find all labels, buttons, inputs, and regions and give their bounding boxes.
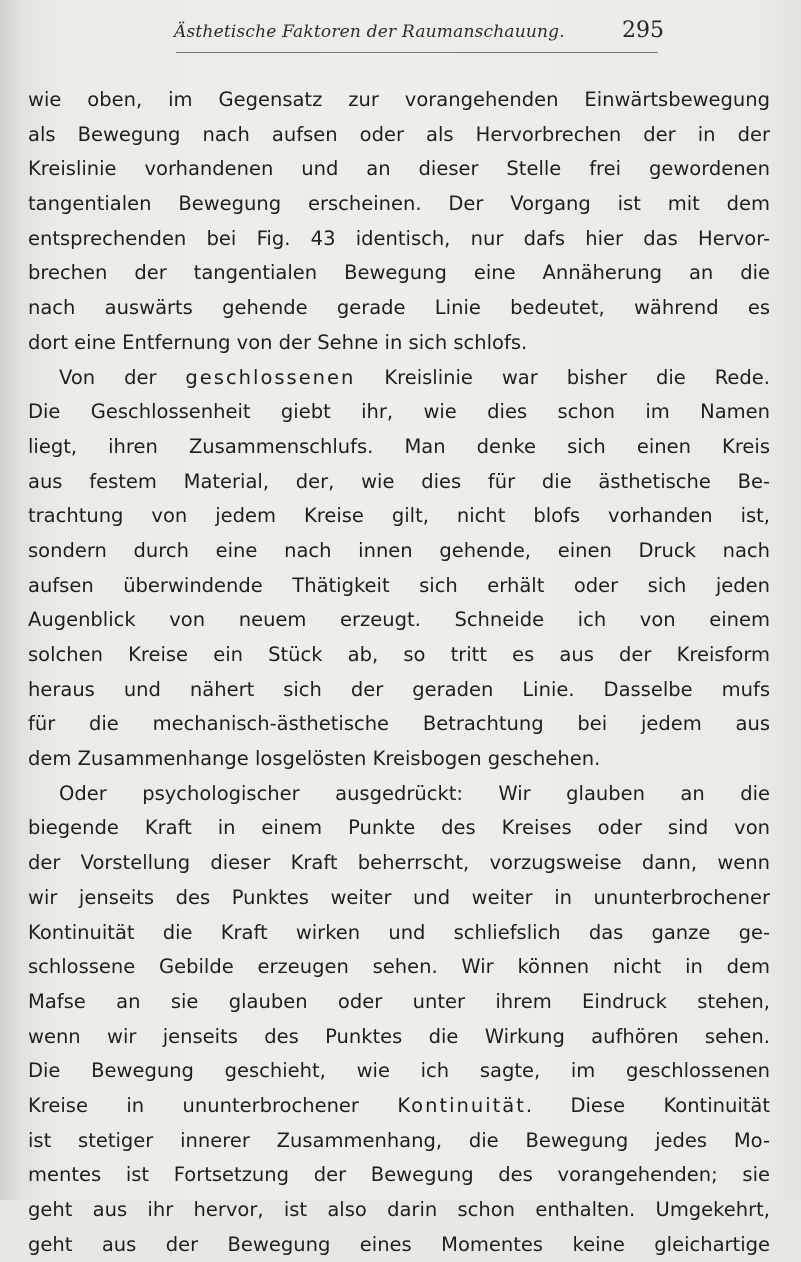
text-line: der Vorstellung dieser Kraft beherrscht, vorzugsweise dann, wenn	[28, 851, 770, 875]
running-head	[0, 18, 801, 48]
page-number: 295	[622, 18, 664, 43]
text-line: dem Zusammenhange losgelösten Kreisbogen geschehen.	[28, 747, 601, 771]
text-line: Kreislinie vorhandenen und an dieser Stelle frei gewordenen	[28, 157, 770, 181]
body-text	[28, 83, 770, 1262]
text-line: mentes ist Fortsetzung der Bewegung des vorangehenden; sie	[28, 1163, 770, 1187]
text-line: Die Geschlossenheit giebt ihr, wie dies schon im Namen	[28, 400, 770, 424]
text-fragment: Kreise in ununterbrochener	[28, 1093, 398, 1117]
text-line: solchen Kreise ein Stück ab, so tritt es aus der Kreisform	[28, 643, 770, 666]
text-line: trachtung von jedem Kreise gilt, nicht blofs vorhanden ist,	[28, 504, 770, 528]
text-line: schlossene Gebilde erzeugen sehen. Wir können nicht in dem	[28, 955, 770, 979]
text-line: als Bewegung nach aufsen oder als Hervorbrechen der in der	[28, 122, 770, 146]
text-line: Kontinuität die Kraft wirken und schliefslich das ganze ge-	[28, 920, 770, 944]
text-fragment: . Diese Kontinuität	[525, 1093, 770, 1117]
text-line: für die mechanisch-ästhetische Betrachtung bei jedem aus	[28, 712, 770, 736]
text-line: geht aus ihr hervor, ist also darin schon enthalten. Umgekehrt,	[28, 1198, 770, 1221]
emphasis-spaced: Kontinuität	[397, 1093, 526, 1117]
text-line: entsprechenden bei Fig. 43 identisch, nur dafs hier das Hervor-	[28, 226, 770, 250]
header-rule	[176, 52, 658, 53]
text-line: nach auswärts gehende gerade Linie bedeutet, während es	[28, 296, 770, 320]
text-line: brechen der tangentialen Bewegung eine Annäherung an die	[28, 261, 770, 285]
text-line: aufsen überwindende Thätigkeit sich erhält oder sich jeden	[28, 573, 770, 597]
text-line	[28, 1089, 770, 1124]
text-line: heraus und nähert sich der geraden Linie. Dasselbe mufs	[28, 677, 770, 701]
emphasis-spaced: geschlossenen	[185, 365, 356, 389]
text-line: Mafse an sie glauben oder unter ihrem Eindruck stehen,	[28, 989, 770, 1013]
text-line: wenn wir jenseits des Punktes die Wirkung aufhören sehen.	[28, 1024, 770, 1048]
text-line: Augenblick von neuem erzeugt. Schneide ich von einem	[28, 608, 770, 632]
text-fragment: Von der	[59, 365, 186, 389]
text-line: biegende Kraft in einem Punkte des Kreises oder sind von	[28, 816, 770, 840]
paragraph-first-line: Oder psychologischer ausgedrückt: Wir glauben an die	[59, 781, 770, 805]
text-line: liegt, ihren Zusammenschlufs. Man denke sich einen Kreis	[28, 434, 770, 458]
text-line: tangentialen Bewegung erscheinen. Der Vorgang ist mit dem	[28, 192, 770, 216]
text-line: aus festem Material, der, wie dies für die ästhetische Be-	[28, 469, 770, 493]
text-line: geht aus der Bewegung eines Momentes keine gleichartige	[28, 1232, 770, 1256]
text-line: wie oben, im Gegensatz zur vorangehenden Einwärtsbewegung	[28, 88, 770, 111]
text-line: wir jenseits des Punktes weiter und weiter in ununterbrochener	[28, 885, 770, 909]
text-line: Die Bewegung geschieht, wie ich sagte, im geschlossenen	[28, 1059, 770, 1083]
running-head-title: Ästhetische Faktoren der Raumanschauung.	[174, 22, 565, 42]
text-line: ist stetiger innerer Zusammenhang, die Bewegung jedes Mo-	[28, 1128, 770, 1152]
paragraph-first-line	[28, 361, 770, 396]
text-line: sondern durch eine nach innen gehende, einen Druck nach	[28, 538, 770, 562]
text-fragment: Kreislinie war bisher die Rede.	[355, 365, 770, 389]
text-line: dort eine Entfernung von der Sehne in sich schlofs.	[28, 330, 528, 354]
